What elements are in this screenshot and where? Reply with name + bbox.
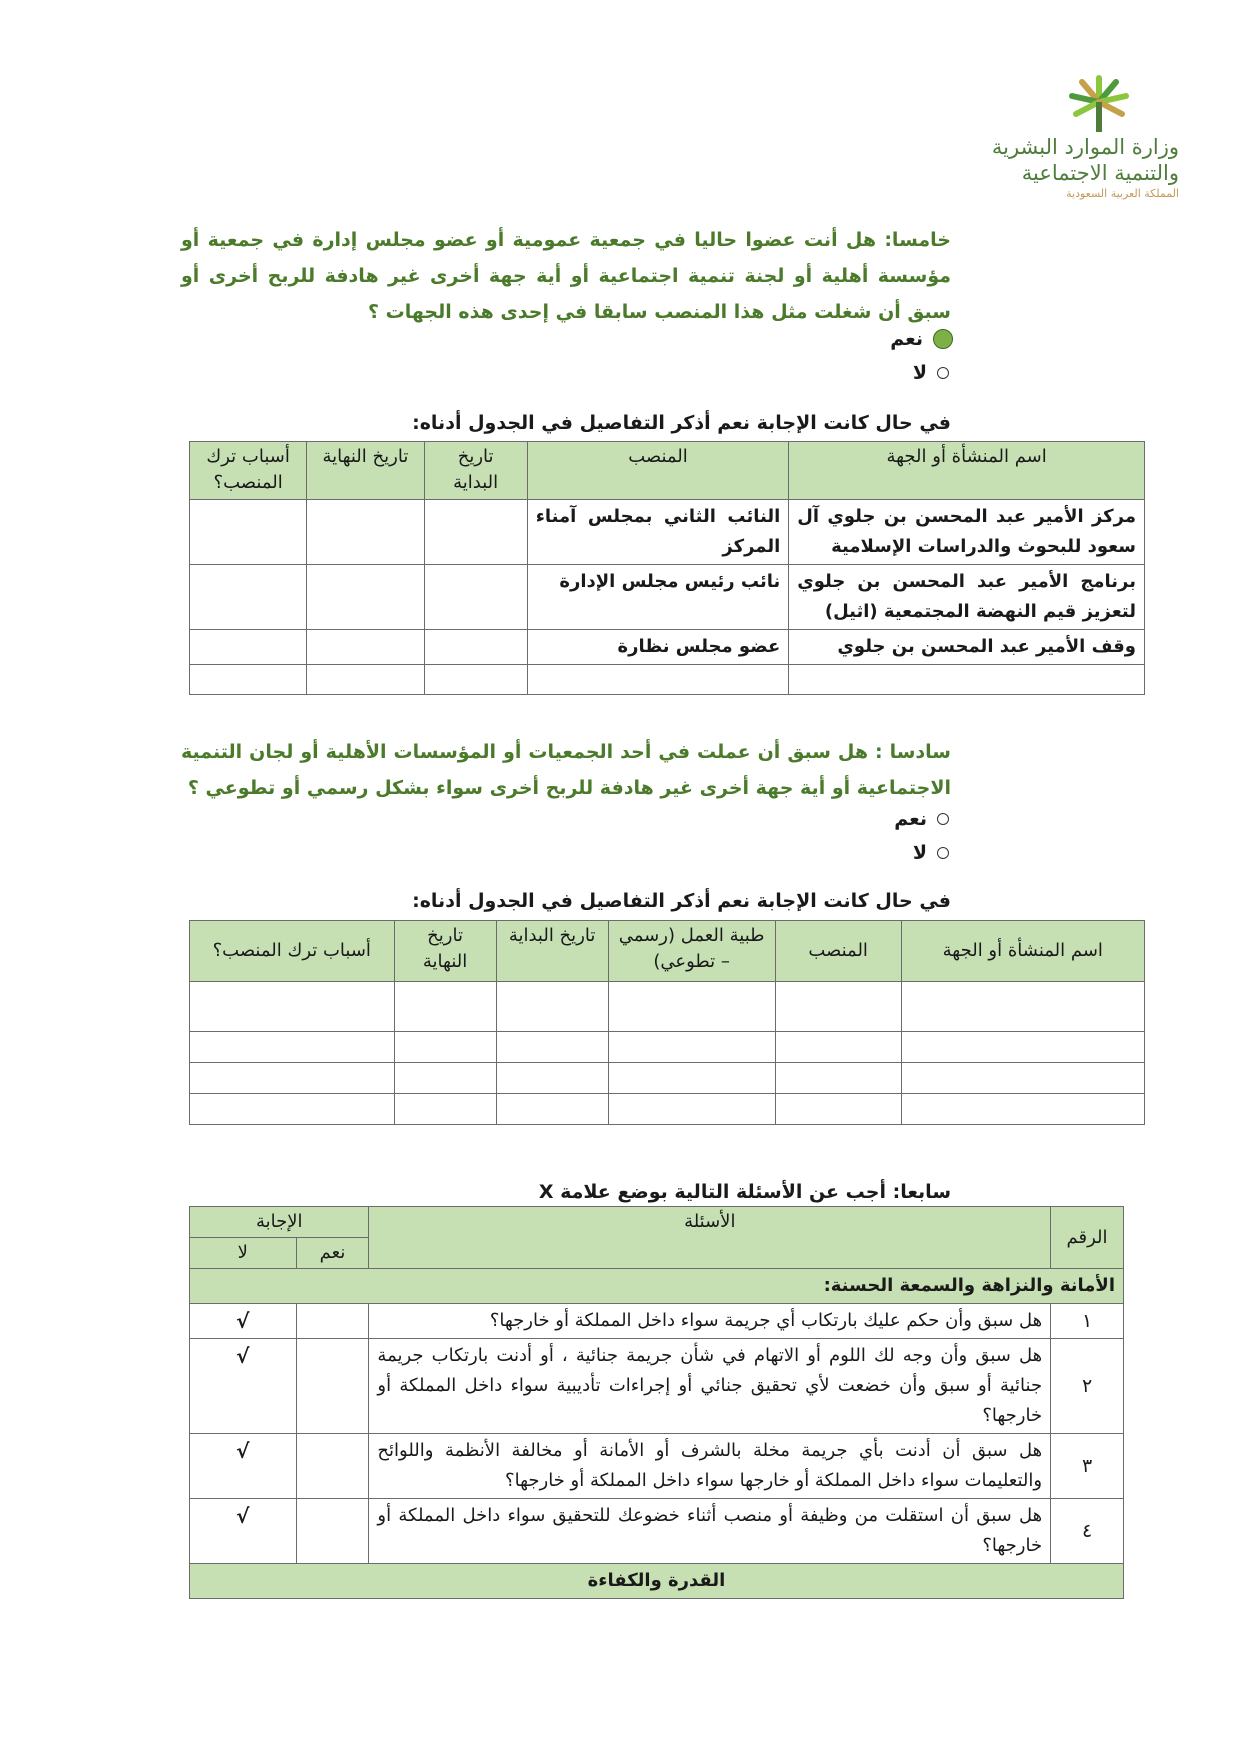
cell-entity: برنامج الأمير عبد المحسن بن جلوي لتعزيز قيم النهضة المجتمعية (اثيل) [789, 565, 1145, 630]
cell-end-date[interactable] [394, 1094, 496, 1125]
question-text: هل سبق أن أدنت بأي جريمة مخلة بالشرف أو الأمانة أو مخالفة الأنظمة واللوائح والتعليمات سواء داخل المملكة أو خارجها سواء داخل المملكة أو خارجها؟ [369, 1434, 1051, 1499]
cell-leave-reason[interactable] [190, 1063, 395, 1094]
table-row [190, 1434, 1124, 1499]
cell-position: عضو مجلس نظارة [527, 630, 789, 665]
section6-option-yes[interactable] [894, 802, 949, 836]
table-row [190, 1094, 1145, 1125]
cell-end-date[interactable] [307, 565, 424, 630]
radio-selected-icon[interactable] [933, 329, 953, 349]
section5-question: خامسا: هل أنت عضوا حاليا في جمعية عمومية أو عضو مجلس إدارة في جمعية أو مؤسسة أهلية أو لجنة تنمية اجتماعية أو أية جهة أخرى غير هادفة للربح أخرى أو سبق أن شغلت مثل هذا المنصب سابقا في إحدى هذه الجهات ؟ [181, 229, 951, 323]
cell-entity[interactable] [789, 665, 1145, 695]
cell-start-date[interactable] [496, 1032, 608, 1063]
option-yes-label: نعم [894, 808, 927, 830]
cell-position: نائب رئيس مجلس الإدارة [527, 565, 789, 630]
cell-position: النائب الثاني بمجلس آمناء المركز [527, 500, 789, 565]
header-yes: نعم [296, 1238, 369, 1269]
logo-line-kingdom: المملكة العربية السعودية [1066, 187, 1179, 200]
section7-title: سابعا: أجب عن الأسئلة التالية بوضع علامة X [538, 1181, 951, 1203]
cell-position[interactable] [775, 982, 901, 1032]
radio-empty-icon[interactable] [937, 367, 949, 379]
header-position: المنصب [775, 921, 901, 982]
section5-table-caption: في حال كانت الإجابة نعم أذكر التفاصيل في الجدول أدناه: [412, 412, 951, 434]
cell-end-date[interactable] [394, 1063, 496, 1094]
section5-option-no[interactable] [913, 356, 949, 390]
header-start-date: تاريخ البداية [496, 921, 608, 982]
cell-start-date[interactable] [424, 665, 527, 695]
cell-end-date[interactable] [307, 665, 424, 695]
table-row [190, 1032, 1145, 1063]
cell-leave-reason[interactable] [190, 500, 307, 565]
cell-entity: مركز الأمير عبد المحسن بن جلوي آل سعود للبحوث والدراسات الإسلامية [789, 500, 1145, 565]
question-number: ٣ [1051, 1434, 1124, 1499]
cell-end-date[interactable] [394, 982, 496, 1032]
cell-work-type[interactable] [608, 982, 775, 1032]
table-row [190, 1304, 1124, 1339]
header-entity: اسم المنشأة أو الجهة [789, 442, 1145, 500]
cell-position[interactable] [775, 1063, 901, 1094]
cell-work-type[interactable] [608, 1094, 775, 1125]
header-number: الرقم [1051, 1207, 1124, 1269]
cell-leave-reason[interactable] [190, 982, 395, 1032]
cell-position[interactable] [775, 1032, 901, 1063]
cell-leave-reason[interactable] [190, 1094, 395, 1125]
cell-start-date[interactable] [496, 1094, 608, 1125]
cell-start-date[interactable] [424, 630, 527, 665]
cell-work-type[interactable] [608, 1032, 775, 1063]
header-end-date: تاريخ النهاية [394, 921, 496, 982]
header-start-date: تاريخ البداية [424, 442, 527, 500]
group-integrity: الأمانة والنزاهة والسمعة الحسنة: [190, 1269, 1124, 1304]
header-leave-reason: أسباب ترك المنصب؟ [190, 921, 395, 982]
answer-yes-cell[interactable] [296, 1304, 369, 1339]
question-text: هل سبق وأن حكم عليك بارتكاب أي جريمة سواء داخل المملكة أو خارجها؟ [369, 1304, 1051, 1339]
table-row [190, 665, 1145, 695]
section7-table [189, 1206, 1124, 1599]
table-row [190, 1063, 1145, 1094]
question-number: ٤ [1051, 1499, 1124, 1564]
table-row [190, 1339, 1124, 1434]
section6-table-caption: في حال كانت الإجابة نعم أذكر التفاصيل في الجدول أدناه: [412, 890, 951, 912]
answer-yes-cell[interactable] [296, 1434, 369, 1499]
section5-table [189, 441, 1145, 695]
answer-yes-cell[interactable] [296, 1499, 369, 1564]
cell-entity[interactable] [901, 1032, 1144, 1063]
header-answer: الإجابة [190, 1207, 369, 1238]
option-yes-label: نعم [890, 328, 923, 350]
logo-line-ministry: وزارة الموارد البشرية [991, 135, 1179, 159]
section6-option-no[interactable] [913, 836, 949, 870]
cell-leave-reason[interactable] [190, 565, 307, 630]
cell-start-date[interactable] [496, 982, 608, 1032]
cell-entity[interactable] [901, 1063, 1144, 1094]
cell-work-type[interactable] [608, 1063, 775, 1094]
table-row [190, 630, 1145, 665]
answer-yes-cell[interactable] [296, 1339, 369, 1434]
option-no-label: لا [912, 842, 927, 864]
header-end-date: تاريخ النهاية [307, 442, 424, 500]
header-entity: اسم المنشأة أو الجهة [901, 921, 1144, 982]
section6-question: سادسا : هل سبق أن عملت في أحد الجمعيات أو المؤسسات الأهلية أو لجان التنمية الاجتماعية أو أية جهة أخرى غير هادفة للربح أخرى سواء بشكل رسمي أو تطوعي ؟ [181, 741, 951, 799]
question-number: ٢ [1051, 1339, 1124, 1434]
answer-no-cell[interactable]: √ [190, 1339, 297, 1434]
logo-line-social: والتنمية الاجتماعية [1021, 161, 1179, 185]
radio-empty-icon[interactable] [937, 813, 949, 825]
ministry-logo [991, 72, 1179, 202]
question-number: ١ [1051, 1304, 1124, 1339]
answer-no-cell[interactable]: √ [190, 1304, 297, 1339]
group-competence: القدرة والكفاءة [190, 1564, 1124, 1599]
answer-no-cell[interactable]: √ [190, 1499, 297, 1564]
cell-start-date[interactable] [424, 500, 527, 565]
question-text: هل سبق وأن وجه لك اللوم أو الاتهام في شأن جريمة جنائية ، أو أدنت بارتكاب جريمة جنائية أو سبق وأن خضعت لأي تحقيق جنائي أو إجراءات تأديبية سواء داخل المملكة أو خارجها؟ [369, 1339, 1051, 1434]
question-text: هل سبق أن استقلت من وظيفة أو منصب أثناء خضوعك للتحقيق سواء داخل المملكة أو خارجها؟ [369, 1499, 1051, 1564]
palm-logo-icon [1064, 72, 1134, 134]
cell-leave-reason[interactable] [190, 630, 307, 665]
cell-entity[interactable] [901, 982, 1144, 1032]
cell-position[interactable] [527, 665, 789, 695]
option-no-label: لا [912, 362, 927, 384]
header-leave-reason: أسباب ترك المنصب؟ [190, 442, 307, 500]
header-no: لا [190, 1238, 297, 1269]
section6-table [189, 920, 1145, 1125]
section5-option-yes[interactable] [890, 322, 953, 356]
cell-end-date[interactable] [307, 630, 424, 665]
table-row [190, 982, 1145, 1032]
table-row [190, 500, 1145, 565]
cell-leave-reason[interactable] [190, 1032, 395, 1063]
cell-end-date[interactable] [307, 500, 424, 565]
cell-start-date[interactable] [496, 1063, 608, 1094]
table-row [190, 565, 1145, 630]
cell-entity: وقف الأمير عبد المحسن بن جلوي [789, 630, 1145, 665]
header-work-type: طبية العمل (رسمي – تطوعي) [608, 921, 775, 982]
answer-no-cell[interactable]: √ [190, 1434, 297, 1499]
header-position: المنصب [527, 442, 789, 500]
cell-position[interactable] [775, 1094, 901, 1125]
radio-empty-icon[interactable] [937, 847, 949, 859]
cell-leave-reason[interactable] [190, 665, 307, 695]
header-questions: الأسئلة [369, 1207, 1051, 1269]
table-row [190, 1499, 1124, 1564]
cell-entity[interactable] [901, 1094, 1144, 1125]
cell-start-date[interactable] [424, 565, 527, 630]
cell-end-date[interactable] [394, 1032, 496, 1063]
